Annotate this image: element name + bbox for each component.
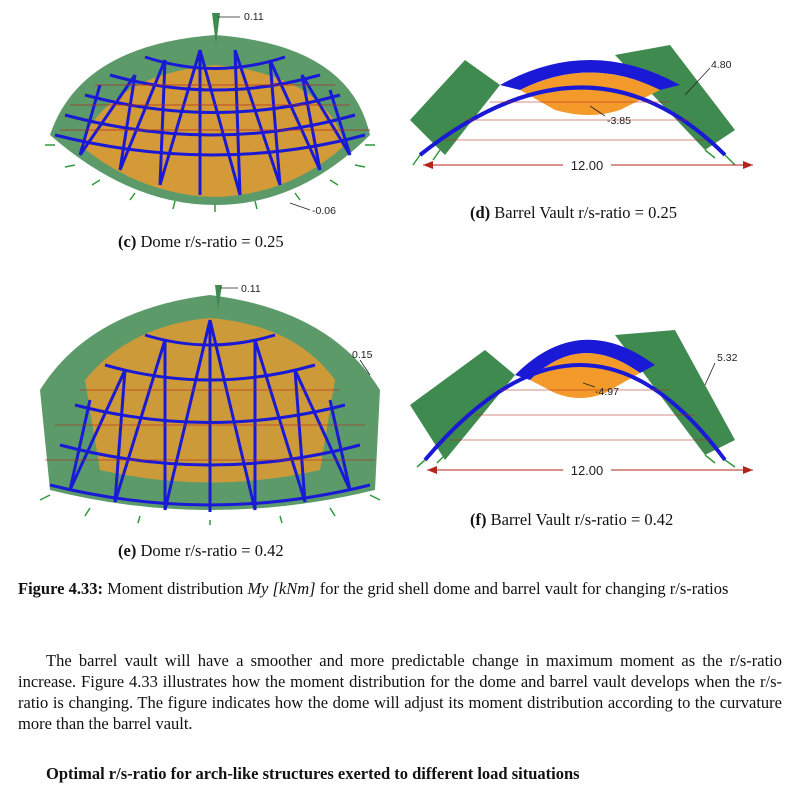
section-heading: Optimal r/s-ratio for arch-like structures exerted to different load situations <box>46 764 580 783</box>
caption-e-text: Dome r/s-ratio = 0.42 <box>140 541 284 560</box>
caption-f-letter: (f) <box>470 510 487 529</box>
span-dimension-d: 12.00 <box>570 158 604 173</box>
caption-d <box>470 203 677 223</box>
label-barrel025-max: 4.80 <box>711 59 732 71</box>
label-barrel042-max: 5.32 <box>717 352 738 364</box>
figure-caption <box>18 578 782 599</box>
caption-d-letter: (d) <box>470 203 491 222</box>
label-dome025-top: 0.11 <box>244 11 264 23</box>
caption-d-text: Barrel Vault r/s-ratio = 0.25 <box>494 203 677 222</box>
dome-042-illustration <box>30 280 390 525</box>
label-dome042-side: 0.15 <box>352 349 373 361</box>
figure-caption-symbol: My <box>247 579 269 598</box>
caption-f-text: Barrel Vault r/s-ratio = 0.42 <box>490 510 674 529</box>
figure-panel-f <box>405 325 775 485</box>
label-dome042-top: 0.11 <box>241 283 261 295</box>
label-barrel042-min: -4.97 <box>595 386 619 398</box>
span-dimension-f: 12.00 <box>570 463 604 478</box>
figure-caption-unit: [kNm] <box>272 579 316 598</box>
figure-panel-d <box>405 40 775 180</box>
caption-c-text: Dome r/s-ratio = 0.25 <box>140 232 284 251</box>
figure-number: Figure 4.33: <box>18 579 103 598</box>
caption-c <box>118 232 284 252</box>
figure-caption-tail: for the grid shell dome and barrel vault for changing r/s-ratios <box>319 579 729 598</box>
label-barrel025-min: -3.85 <box>607 115 631 127</box>
barrel-025-illustration <box>405 40 775 180</box>
figure-panel-e <box>30 280 390 525</box>
caption-e-letter: (e) <box>118 541 137 560</box>
body-paragraph: The barrel vault will have a smoother and more predictable change in maximum moment as the r/s-ratio increase. Figure 4.33 illustrates how the moment distribution for the dome and barrel vault develops when the r/s-ratio is changing. The figure indicates how the dome will adjust its moment distribution according to the curvature more than the barrel vault. <box>18 651 782 733</box>
caption-f <box>470 510 673 530</box>
figure-caption-lead: Moment distribution <box>107 579 244 598</box>
caption-c-letter: (c) <box>118 232 137 251</box>
figure-panel-c <box>40 5 380 220</box>
barrel-042-illustration <box>405 325 775 485</box>
dome-025-illustration <box>40 5 380 220</box>
caption-e <box>118 541 284 561</box>
label-dome025-bottom: -0.06 <box>312 205 336 217</box>
